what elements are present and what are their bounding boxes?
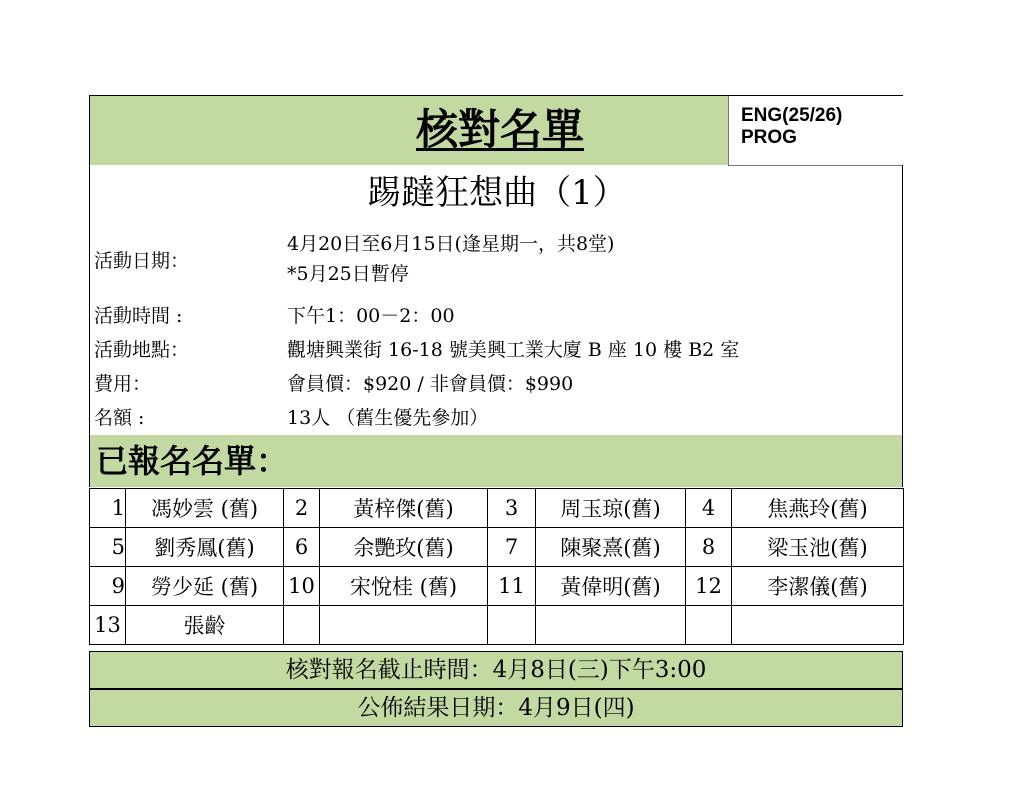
page-title: 核對名單 <box>415 105 584 154</box>
time-value: 下午1：00－2：00 <box>287 305 455 327</box>
name-list-sheet <box>89 95 903 728</box>
entry-number: 4 <box>686 489 732 528</box>
entry-number <box>284 606 320 645</box>
entry-name: 黃偉明(舊) <box>536 567 686 606</box>
entry-name: 李潔儀(舊) <box>732 567 904 606</box>
entry-name: 黃梓傑(舊) <box>320 489 488 528</box>
date-note: *5月25日暫停 <box>287 263 409 285</box>
registered-list-heading: 已報名名單： <box>89 435 903 487</box>
program-code-line2: PROG <box>741 127 797 148</box>
entry-number: 5 <box>90 528 126 567</box>
entry-number: 6 <box>284 528 320 567</box>
entry-number: 9 <box>90 567 126 606</box>
entry-number: 8 <box>686 528 732 567</box>
entry-name: 張齡 <box>126 606 284 645</box>
table-row <box>90 567 904 606</box>
title-bar <box>89 95 903 165</box>
entry-name <box>536 606 686 645</box>
date-label: 活動日期： <box>94 250 190 272</box>
program-code-line1: ENG(25/26) <box>741 105 843 126</box>
registered-names-table <box>89 488 904 645</box>
entry-number: 3 <box>488 489 536 528</box>
fee-label: 費用： <box>94 373 152 395</box>
activity-info-section <box>89 165 903 435</box>
venue-label: 活動地點： <box>94 339 190 361</box>
quota-value: 13人 （舊生優先參加） <box>287 407 489 429</box>
entry-number: 13 <box>90 606 126 645</box>
date-value: 4月20日至6月15日(逢星期一，共8堂) <box>287 233 615 255</box>
entry-name: 余艷玫(舊) <box>320 528 488 567</box>
entry-name: 梁玉池(舊) <box>732 528 904 567</box>
entry-name: 馮妙雲 (舊) <box>126 489 284 528</box>
entry-name: 勞少延 (舊) <box>126 567 284 606</box>
entry-number: 12 <box>686 567 732 606</box>
entry-name: 劉秀鳳(舊) <box>126 528 284 567</box>
table-row <box>90 528 904 567</box>
course-title: 踢躂狂想曲（1） <box>367 173 627 213</box>
time-label: 活動時間 : <box>94 305 183 327</box>
entry-name <box>320 606 488 645</box>
entry-number: 11 <box>488 567 536 606</box>
deadline-row: 核對報名截止時間：4月8日(三)下午3:00 <box>89 651 903 689</box>
entry-number <box>686 606 732 645</box>
table-row <box>90 489 904 528</box>
entry-name: 焦燕玲(舊) <box>732 489 904 528</box>
entry-number: 1 <box>90 489 126 528</box>
entry-name: 周玉琼(舊) <box>536 489 686 528</box>
entry-number: 7 <box>488 528 536 567</box>
quota-label: 名額 : <box>94 407 145 429</box>
fee-value: 會員價：$920 / 非會員價：$990 <box>287 373 574 395</box>
program-code-box <box>728 96 903 166</box>
announcement-row: 公佈結果日期：4月9日(四) <box>89 689 903 727</box>
entry-number: 10 <box>284 567 320 606</box>
table-row <box>90 606 904 645</box>
venue-value: 觀塘興業街 16-18 號美興工業大廈 B 座 10 樓 B2 室 <box>287 339 740 361</box>
entry-number <box>488 606 536 645</box>
entry-name: 宋悅桂 (舊) <box>320 567 488 606</box>
entry-name <box>732 606 904 645</box>
entry-name: 陳聚熹(舊) <box>536 528 686 567</box>
entry-number: 2 <box>284 489 320 528</box>
